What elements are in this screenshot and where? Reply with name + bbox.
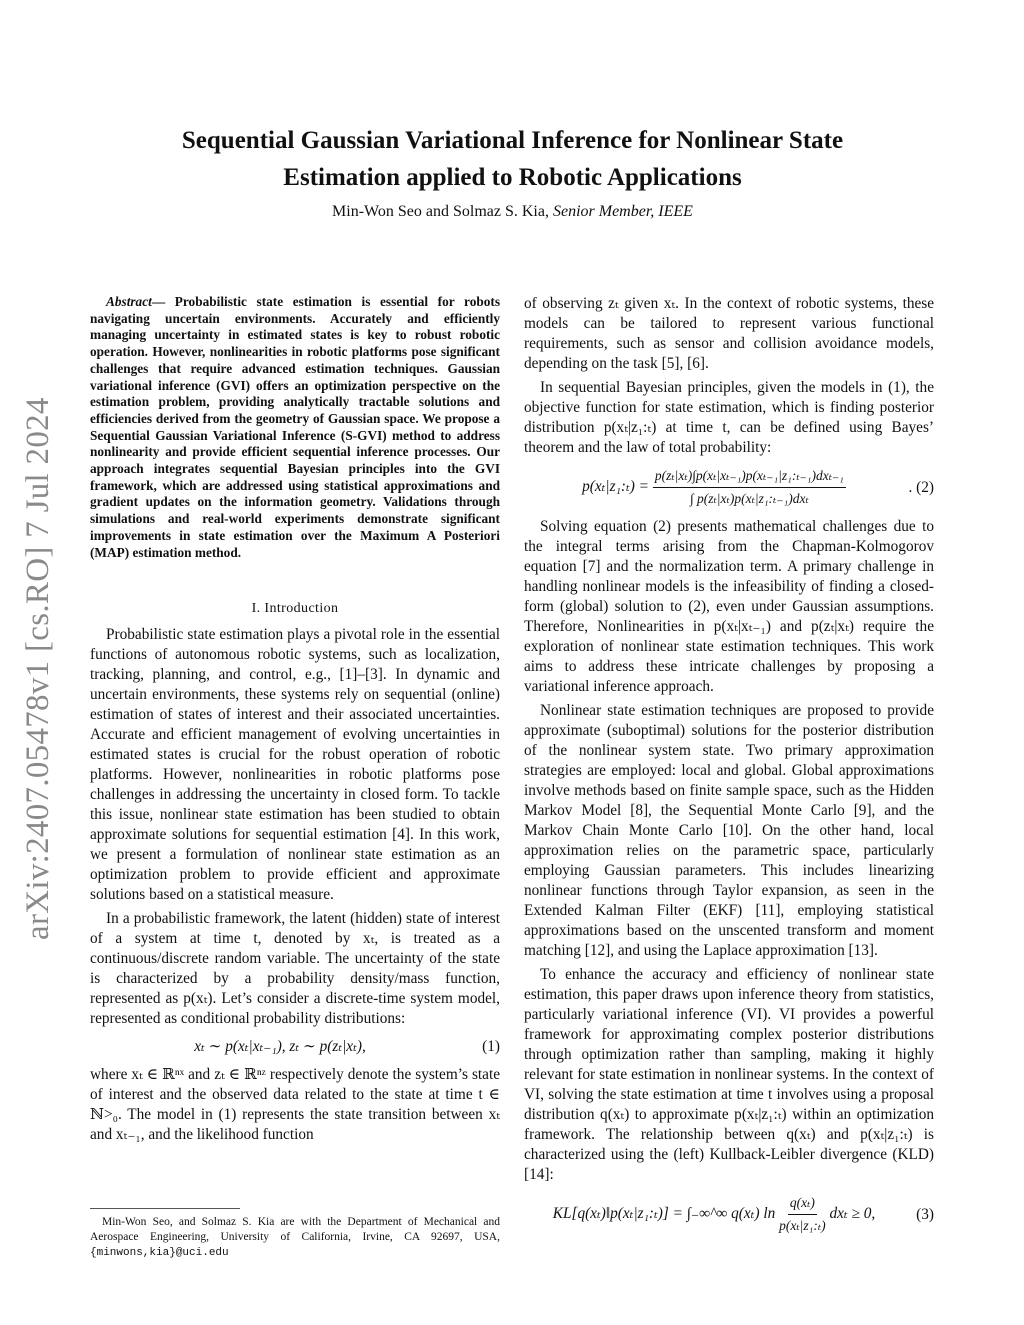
author-role: Senior Member, IEEE [552,203,693,220]
authors [90,203,935,221]
equation-3-fraction [779,1193,826,1236]
equation-1-expression: xₜ ∼ p(xₜ|xₜ₋₁), zₜ ∼ p(zₜ|xₜ), [194,1038,366,1056]
equation-3-denominator: p(xₜ|z₁:ₜ) [779,1218,826,1233]
equation-2-numerator: p(zₜ|xₜ)∫p(xₜ|xₜ₋₁)p(xₜ₋₁|z₁:ₜ₋₁)dxₜ₋₁ [653,466,846,488]
intro-paragraph-1: Probabilistic state estimation plays a pivotal role in the essential functions of autonomous robotic systems, such as localization, tracking, planning, and control, e.g., [1]–[3]. In dynamic and uncertain environments, these systems rely on sequential (online) estimation of states of interest and their associated uncertainties. Accurate and efficient management of evolving uncertainties in estimated states is crucial for the robust operation of robotic platforms. However, nonlinearities in robotic platforms pose challenges in addressing the uncertainty in closed form. To tackle this issue, nonlinear state estimation has been studied to obtain approximate solutions for sequential estimation [4]. In this work, we present a formulation of nonlinear state estimation as an optimization problem to provide efficient and approximate solutions based on a statistical measure. [90,626,500,904]
intro-paragraph-2: In a probabilistic framework, the latent (hidden) state of interest of a system at time t, denoted by xₜ, is treated as a continuous/discrete random variable. The uncertainty of the state is characterized by a probability density/mass function, represented as p(xₜ). Let’s consider a discrete-time system model, represented as conditional probability distributions: [90,910,500,1028]
paper-title [90,122,935,196]
equation-2-fraction [653,466,846,509]
equation-2-expression [524,466,904,509]
title-line-2: Estimation applied to Robotic Applications [283,164,742,191]
footnote-text: Min-Won Seo, and Solmaz S. Kia are with the Department of Mechanical and Aerospace Engineering, University of California, Irvine, CA 92697, USA, [90,1216,500,1243]
equation-2-denominator: ∫ p(zₜ|xₜ)p(xₜ|z₁:ₜ₋₁)dxₜ [689,491,809,506]
equation-1-number: (1) [482,1038,500,1056]
section-heading-introduction: I. Introduction [251,601,339,617]
title-line-1: Sequential Gaussian Variational Inference for Nonlinear State [181,127,844,154]
abstract [90,294,500,561]
equation-3-numerator: q(xₜ) [788,1193,817,1215]
intro-paragraph-3: where xₜ ∈ ℝⁿˣ and zₜ ∈ ℝⁿᶻ respectively denote the system’s state of interest and the observed data related to the state at time t ∈ ℕ>₀. The model in (1) represents the state transition between xₜ and xₜ₋₁, and the likelihood function [90,1066,500,1144]
equation-2-number: . (2) [908,478,934,496]
equation-2-lhs: p(xₜ|z₁:ₜ) = [582,478,649,496]
equation-3-rhs: dxₜ ≥ 0, [829,1205,876,1223]
arxiv-stamp: arXiv:2407.05478v1 [cs.RO] 7 Jul 2024 [20,397,56,940]
abstract-text: Probabilistic state estimation is essential for robots navigating uncertain environments. Accurately and efficiently managing uncertainty in estimated states is key to robust robotic operation. However, nonlinearities in robotic platforms pose significant challenges that require advanced estimation techniques. Gaussian variational inference (GVI) offers an optimization perspective on the estimation problem, providing analytically tractable solutions and efficiencies derived from the geometry of Gaussian space. We propose a Sequential Gaussian Variational Inference (S-GVI) method to address nonlinearity and provide efficient sequential inference processes. Our approach integrates sequential Bayesian principles into the GVI framework, which are addressed using statistical approximations and gradient updates on the information geometry. Validations through simulations and real-world experiments demonstrate significant improvements in state estimation over the Maximum A Posteriori (MAP) estimation method. [90,294,501,560]
equation-1 [90,1037,500,1057]
equation-3 [524,1193,934,1236]
equation-3-lhs: KL[q(xₜ)‖p(xₜ|z₁:ₜ)] = ∫₋∞^∞ q(xₜ) ln [552,1205,776,1223]
abstract-label: Abstract [106,294,152,309]
abstract-dash: — [151,294,175,309]
right-paragraph-0: of observing zₜ given xₜ. In the context of robotic systems, these models can be tailored to represent various functional requirements, such as sensor and collision avoidance models, depending on the task [5], [6]. [524,295,934,372]
author-names: Min-Won Seo and Solmaz S. Kia, [332,203,553,220]
equation-2 [524,466,934,509]
right-paragraph-2: Solving equation (2) presents mathematical challenges due to the integral terms arising from the Chapman-Kolmogorov equation [7] and the normalization term. A primary challenge in handling nonlinear models is the infeasibility of finding a closed-form (global) solution to (2), even under Gaussian assumptions. Therefore, Nonlinearities in p(xₜ|xₜ₋₁) and p(zₜ|xₜ) require the exploration of nonlinear state estimation techniques. This work aims to address these intricate challenges by proposing a variational inference approach. [524,518,934,695]
right-paragraph-3: Nonlinear state estimation techniques are proposed to provide approximate (suboptimal) solutions for the posterior distribution of the nonlinear system state. Two primary approximation strategies are employed: local and global. Global approximations involve methods based on finite sample space, such as the Hidden Markov Model [8], the Sequential Monte Carlo [9], and the Markov Chain Monte Carlo [10]. On the other hand, local approximation relies on the parametric space, particularly employing Gaussian parameters. This includes linearizing nonlinear functions through Taylor expansion, as seen in the Extended Kalman Filter (EKF) [11], employing statistical approximations based on the unscented transform and moment matching [12], and using the Laplace approximation [13]. [524,702,934,959]
equation-3-expression [524,1193,904,1236]
affiliation-footnote [90,1215,500,1261]
right-column [524,294,934,1244]
footnote-email[interactable]: {minwons,kia}@uci.edu [90,1247,229,1259]
left-column [90,294,500,1149]
equation-3-number: (3) [916,1205,934,1223]
footnote-rule [90,1208,240,1209]
right-paragraph-4: To enhance the accuracy and efficiency of nonlinear state estimation, this paper draws upon inference theory from statistics, particularly variational inference (VI). VI provides a powerful framework for approximating complex posterior distributions through optimization rather than sampling, making it highly relevant for state estimation in nonlinear systems. In the context of VI, solving the state estimation at time t involves using a proposal distribution q(xₜ) to approximate p(xₜ|z₁:ₜ) within an optimization framework. The relationship between q(xₜ) and p(xₜ|z₁:ₜ) is characterized using the (left) Kullback-Leibler divergence (KLD) [14]: [524,966,934,1183]
right-paragraph-1: In sequential Bayesian principles, given the models in (1), the objective function for state estimation, which is finding posterior distribution p(xₜ|z₁:ₜ) at time t, can be defined using Bayes’ theorem and the law of total probability: [524,379,934,456]
